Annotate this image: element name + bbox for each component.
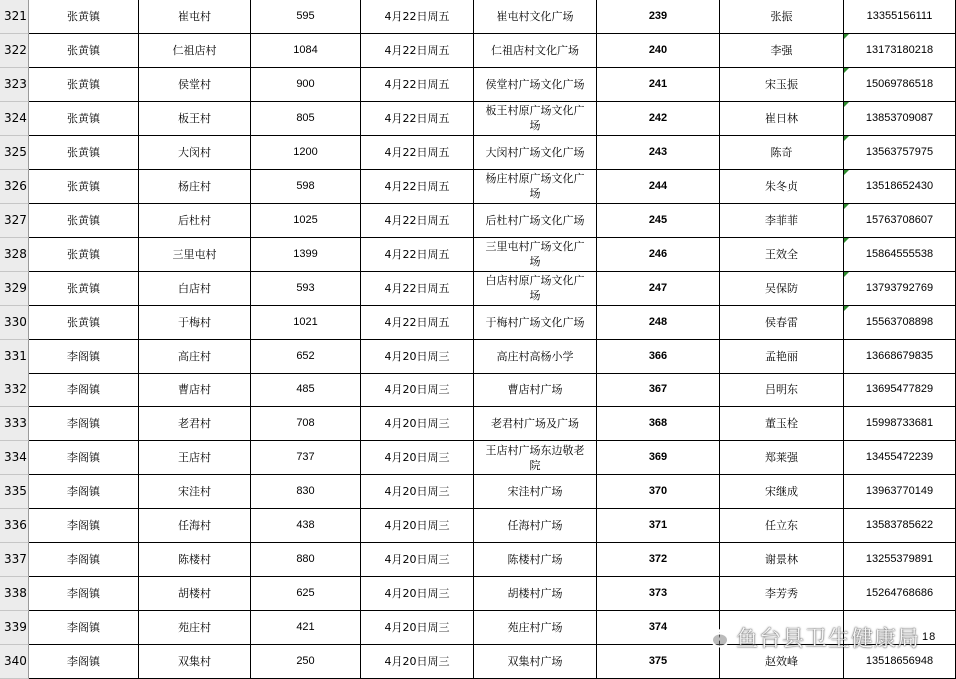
sequence-cell[interactable]: 367	[597, 373, 720, 407]
date-cell[interactable]: 4月20日周三	[361, 340, 474, 374]
phone-text: 15864555538	[865, 247, 934, 260]
population-cell[interactable]: 421	[251, 611, 361, 645]
site-cell[interactable]: 三里屯村广场文化广场	[474, 238, 597, 272]
site-cell[interactable]: 杨庄村原广场文化广场	[474, 170, 597, 204]
town-cell[interactable]: 张黄镇	[29, 68, 139, 102]
phone-text: 13853709087	[865, 111, 934, 124]
date-cell[interactable]: 4月22日周五	[361, 170, 474, 204]
contact-cell[interactable]: 任立东	[720, 509, 844, 543]
phone-cell[interactable]: 13518656948	[844, 645, 956, 679]
contact-cell[interactable]: 王效全	[720, 238, 844, 272]
phone-cell[interactable]	[844, 611, 956, 645]
village-cell[interactable]: 苑庄村	[139, 611, 251, 645]
site-cell[interactable]: 任海村广场	[474, 509, 597, 543]
population-cell[interactable]: 830	[251, 475, 361, 509]
village-cell[interactable]: 宋洼村	[139, 475, 251, 509]
site-cell[interactable]: 白店村原广场文化广场	[474, 272, 597, 306]
population-cell[interactable]: 1025	[251, 204, 361, 238]
phone-text: 13518652430	[865, 179, 934, 192]
population-cell[interactable]: 1021	[251, 306, 361, 340]
contact-cell[interactable]: 宋继成	[720, 475, 844, 509]
date-cell[interactable]: 4月22日周五	[361, 272, 474, 306]
village-cell[interactable]: 白店村	[139, 272, 251, 306]
phone-cell[interactable]	[844, 306, 956, 340]
table-row	[0, 34, 956, 68]
town-cell[interactable]: 李阁镇	[29, 645, 139, 679]
contact-cell[interactable]: 吕明东	[720, 373, 844, 407]
table-row	[0, 407, 956, 441]
cell-comment-flag-icon	[844, 136, 849, 141]
table-row	[0, 306, 956, 340]
contact-cell[interactable]: 李强	[720, 34, 844, 68]
population-cell[interactable]: 598	[251, 170, 361, 204]
site-cell[interactable]: 胡楼村广场	[474, 577, 597, 611]
village-cell[interactable]: 老君村	[139, 407, 251, 441]
date-cell[interactable]: 4月22日周五	[361, 238, 474, 272]
sequence-cell[interactable]: 240	[597, 34, 720, 68]
sequence-cell[interactable]: 241	[597, 68, 720, 102]
row-number[interactable]: 334	[0, 441, 29, 475]
table-row	[0, 238, 956, 272]
population-cell[interactable]: 1200	[251, 136, 361, 170]
contact-cell[interactable]: 崔日林	[720, 102, 844, 136]
cell-comment-flag-icon	[844, 34, 849, 39]
sequence-cell[interactable]: 370	[597, 475, 720, 509]
contact-cell[interactable]: 孟艳丽	[720, 340, 844, 374]
table-row	[0, 204, 956, 238]
population-cell[interactable]: 805	[251, 102, 361, 136]
phone-cell[interactable]: 13255379891	[844, 543, 956, 577]
population-cell[interactable]: 737	[251, 441, 361, 475]
contact-cell[interactable]: 侯春雷	[720, 306, 844, 340]
row-number[interactable]: 322	[0, 34, 29, 68]
village-cell[interactable]: 侯堂村	[139, 68, 251, 102]
row-number[interactable]: 340	[0, 645, 29, 679]
table-row	[0, 577, 956, 611]
contact-cell[interactable]: 朱冬贞	[720, 170, 844, 204]
date-cell[interactable]: 4月20日周三	[361, 645, 474, 679]
contact-cell[interactable]: 陈奇	[720, 136, 844, 170]
town-cell[interactable]: 李阁镇	[29, 373, 139, 407]
town-cell[interactable]: 李阁镇	[29, 543, 139, 577]
town-cell[interactable]: 张黄镇	[29, 204, 139, 238]
sequence-cell[interactable]: 247	[597, 272, 720, 306]
date-cell[interactable]: 4月22日周五	[361, 68, 474, 102]
population-cell[interactable]: 250	[251, 645, 361, 679]
row-number[interactable]: 331	[0, 340, 29, 374]
sequence-cell[interactable]: 245	[597, 204, 720, 238]
site-cell[interactable]: 苑庄村广场	[474, 611, 597, 645]
table-row	[0, 645, 956, 679]
village-cell[interactable]: 曹店村	[139, 373, 251, 407]
site-cell[interactable]: 曹店村广场	[474, 373, 597, 407]
sequence-cell[interactable]: 369	[597, 441, 720, 475]
row-number[interactable]: 325	[0, 136, 29, 170]
cell-comment-flag-icon	[844, 272, 849, 277]
site-cell[interactable]: 王店村广场东边敬老院	[474, 441, 597, 475]
date-cell[interactable]: 4月20日周三	[361, 577, 474, 611]
phone-cell[interactable]	[844, 204, 956, 238]
population-cell[interactable]: 880	[251, 543, 361, 577]
date-cell[interactable]: 4月22日周五	[361, 204, 474, 238]
town-cell[interactable]: 张黄镇	[29, 170, 139, 204]
cell-comment-flag-icon	[844, 204, 849, 209]
table-row	[0, 136, 956, 170]
population-cell[interactable]: 708	[251, 407, 361, 441]
contact-cell[interactable]	[720, 611, 844, 645]
contact-cell[interactable]: 宋玉振	[720, 68, 844, 102]
phone-text: 13793792769	[865, 281, 934, 294]
site-cell[interactable]: 板王村原广场文化广场	[474, 102, 597, 136]
row-number[interactable]: 333	[0, 407, 29, 441]
contact-cell[interactable]: 赵效峰	[720, 645, 844, 679]
table-row	[0, 543, 956, 577]
phone-cell[interactable]	[844, 170, 956, 204]
cell-comment-flag-icon	[844, 238, 849, 243]
contact-cell[interactable]: 董玉栓	[720, 407, 844, 441]
phone-text: 13173180218	[865, 43, 934, 56]
village-cell[interactable]: 任海村	[139, 509, 251, 543]
sequence-cell[interactable]: 373	[597, 577, 720, 611]
row-number[interactable]: 329	[0, 272, 29, 306]
phone-cell[interactable]	[844, 136, 956, 170]
row-number[interactable]: 327	[0, 204, 29, 238]
population-cell[interactable]: 652	[251, 340, 361, 374]
village-cell[interactable]: 杨庄村	[139, 170, 251, 204]
phone-cell[interactable]	[844, 238, 956, 272]
sequence-cell[interactable]: 242	[597, 102, 720, 136]
phone-cell[interactable]: 13355156111	[844, 0, 956, 34]
town-cell[interactable]: 张黄镇	[29, 0, 139, 34]
population-cell[interactable]: 593	[251, 272, 361, 306]
date-cell[interactable]: 4月22日周五	[361, 34, 474, 68]
town-cell[interactable]: 张黄镇	[29, 136, 139, 170]
row-number[interactable]: 330	[0, 306, 29, 340]
row-number[interactable]: 326	[0, 170, 29, 204]
phone-cell[interactable]: 15998733681	[844, 407, 956, 441]
sequence-cell[interactable]: 375	[597, 645, 720, 679]
date-cell[interactable]: 4月20日周三	[361, 373, 474, 407]
sequence-cell[interactable]: 366	[597, 340, 720, 374]
row-number[interactable]: 328	[0, 238, 29, 272]
site-cell[interactable]: 大闵村广场文化广场	[474, 136, 597, 170]
cell-comment-flag-icon	[844, 306, 849, 311]
sequence-cell[interactable]: 368	[597, 407, 720, 441]
date-cell[interactable]: 4月22日周五	[361, 306, 474, 340]
phone-cell[interactable]	[844, 102, 956, 136]
phone-text: 15763708607	[865, 213, 934, 226]
population-cell[interactable]: 900	[251, 68, 361, 102]
date-cell[interactable]: 4月22日周五	[361, 136, 474, 170]
town-cell[interactable]: 李阁镇	[29, 340, 139, 374]
population-cell[interactable]: 625	[251, 577, 361, 611]
population-cell[interactable]: 1084	[251, 34, 361, 68]
village-cell[interactable]: 高庄村	[139, 340, 251, 374]
table-row	[0, 509, 956, 543]
town-cell[interactable]: 张黄镇	[29, 238, 139, 272]
table-row	[0, 170, 956, 204]
town-cell[interactable]: 李阁镇	[29, 611, 139, 645]
village-cell[interactable]: 仁祖店村	[139, 34, 251, 68]
watermark-text: 鱼台县卫生健康局	[736, 626, 921, 652]
site-cell[interactable]: 后杜村广场文化广场	[474, 204, 597, 238]
date-cell[interactable]: 4月20日周三	[361, 407, 474, 441]
site-cell[interactable]: 高庄村高杨小学	[474, 340, 597, 374]
town-cell[interactable]: 李阁镇	[29, 577, 139, 611]
contact-cell[interactable]: 张振	[720, 0, 844, 34]
village-cell[interactable]: 双集村	[139, 645, 251, 679]
population-cell[interactable]: 438	[251, 509, 361, 543]
row-number[interactable]: 321	[0, 0, 29, 34]
contact-cell[interactable]: 吴保防	[720, 272, 844, 306]
row-number[interactable]: 324	[0, 102, 29, 136]
town-cell[interactable]: 李阁镇	[29, 475, 139, 509]
site-cell[interactable]: 侯堂村广场文化广场	[474, 68, 597, 102]
population-cell[interactable]: 485	[251, 373, 361, 407]
date-cell[interactable]: 4月20日周三	[361, 611, 474, 645]
sequence-cell[interactable]: 372	[597, 543, 720, 577]
phone-text: 13563757975	[865, 145, 934, 158]
date-cell[interactable]: 4月20日周三	[361, 543, 474, 577]
site-cell[interactable]: 崔屯村文化广场	[474, 0, 597, 34]
row-number[interactable]: 339	[0, 611, 29, 645]
site-cell[interactable]: 仁祖店村文化广场	[474, 34, 597, 68]
site-cell[interactable]: 双集村广场	[474, 645, 597, 679]
date-cell[interactable]: 4月20日周三	[361, 509, 474, 543]
town-cell[interactable]: 李阁镇	[29, 407, 139, 441]
sequence-cell[interactable]: 371	[597, 509, 720, 543]
table-row	[0, 441, 956, 475]
village-cell[interactable]: 崔屯村	[139, 0, 251, 34]
table-row	[0, 475, 956, 509]
phone-cell[interactable]: 13695477829	[844, 373, 956, 407]
phone-text: 15069786518	[865, 77, 934, 90]
watermark-phone-fragment: 18	[922, 631, 937, 643]
cell-comment-flag-icon	[844, 170, 849, 175]
table-row	[0, 68, 956, 102]
sequence-cell[interactable]: 248	[597, 306, 720, 340]
phone-cell[interactable]	[844, 68, 956, 102]
village-cell[interactable]: 王店村	[139, 441, 251, 475]
village-cell[interactable]: 胡楼村	[139, 577, 251, 611]
date-cell[interactable]: 4月22日周五	[361, 102, 474, 136]
phone-cell[interactable]	[844, 272, 956, 306]
table-row	[0, 102, 956, 136]
site-cell[interactable]: 宋洼村广场	[474, 475, 597, 509]
row-number[interactable]: 338	[0, 577, 29, 611]
sequence-cell[interactable]: 243	[597, 136, 720, 170]
phone-cell[interactable]: 13455472239	[844, 441, 956, 475]
row-number[interactable]: 337	[0, 543, 29, 577]
table-row	[0, 0, 956, 34]
row-number[interactable]: 335	[0, 475, 29, 509]
site-cell[interactable]: 陈楼村广场	[474, 543, 597, 577]
phone-cell[interactable]	[844, 34, 956, 68]
site-cell[interactable]: 于梅村广场文化广场	[474, 306, 597, 340]
cell-comment-flag-icon	[844, 102, 849, 107]
date-cell[interactable]: 4月20日周三	[361, 475, 474, 509]
cell-comment-flag-icon	[844, 68, 849, 73]
table-row	[0, 340, 956, 374]
village-cell[interactable]: 三里屯村	[139, 238, 251, 272]
town-cell[interactable]: 李阁镇	[29, 509, 139, 543]
town-cell[interactable]: 李阁镇	[29, 441, 139, 475]
date-cell[interactable]: 4月22日周五	[361, 0, 474, 34]
population-cell[interactable]: 1399	[251, 238, 361, 272]
phone-text: 15563708898	[865, 315, 934, 328]
phone-cell[interactable]: 13668679835	[844, 340, 956, 374]
contact-cell[interactable]: 郑莱强	[720, 441, 844, 475]
village-cell[interactable]: 大闵村	[139, 136, 251, 170]
village-cell[interactable]: 陈楼村	[139, 543, 251, 577]
table-row	[0, 611, 956, 645]
population-cell[interactable]: 595	[251, 0, 361, 34]
sequence-cell[interactable]: 244	[597, 170, 720, 204]
row-number[interactable]: 336	[0, 509, 29, 543]
contact-cell[interactable]: 李芳秀	[720, 577, 844, 611]
town-cell[interactable]: 张黄镇	[29, 272, 139, 306]
table-row	[0, 272, 956, 306]
village-cell[interactable]: 于梅村	[139, 306, 251, 340]
town-cell[interactable]: 张黄镇	[29, 34, 139, 68]
row-number[interactable]: 332	[0, 373, 29, 407]
table-row	[0, 373, 956, 407]
sequence-cell[interactable]: 239	[597, 0, 720, 34]
sequence-cell[interactable]: 374	[597, 611, 720, 645]
row-number[interactable]: 323	[0, 68, 29, 102]
town-cell[interactable]: 张黄镇	[29, 102, 139, 136]
phone-cell[interactable]: 13963770149	[844, 475, 956, 509]
date-cell[interactable]: 4月20日周三	[361, 441, 474, 475]
village-cell[interactable]: 后杜村	[139, 204, 251, 238]
sequence-cell[interactable]: 246	[597, 238, 720, 272]
phone-cell[interactable]: 13583785622	[844, 509, 956, 543]
village-cell[interactable]: 板王村	[139, 102, 251, 136]
town-cell[interactable]: 张黄镇	[29, 306, 139, 340]
contact-cell[interactable]: 李菲菲	[720, 204, 844, 238]
site-cell[interactable]: 老君村广场及广场	[474, 407, 597, 441]
phone-cell[interactable]: 15264768686	[844, 577, 956, 611]
contact-cell[interactable]: 谢景林	[720, 543, 844, 577]
